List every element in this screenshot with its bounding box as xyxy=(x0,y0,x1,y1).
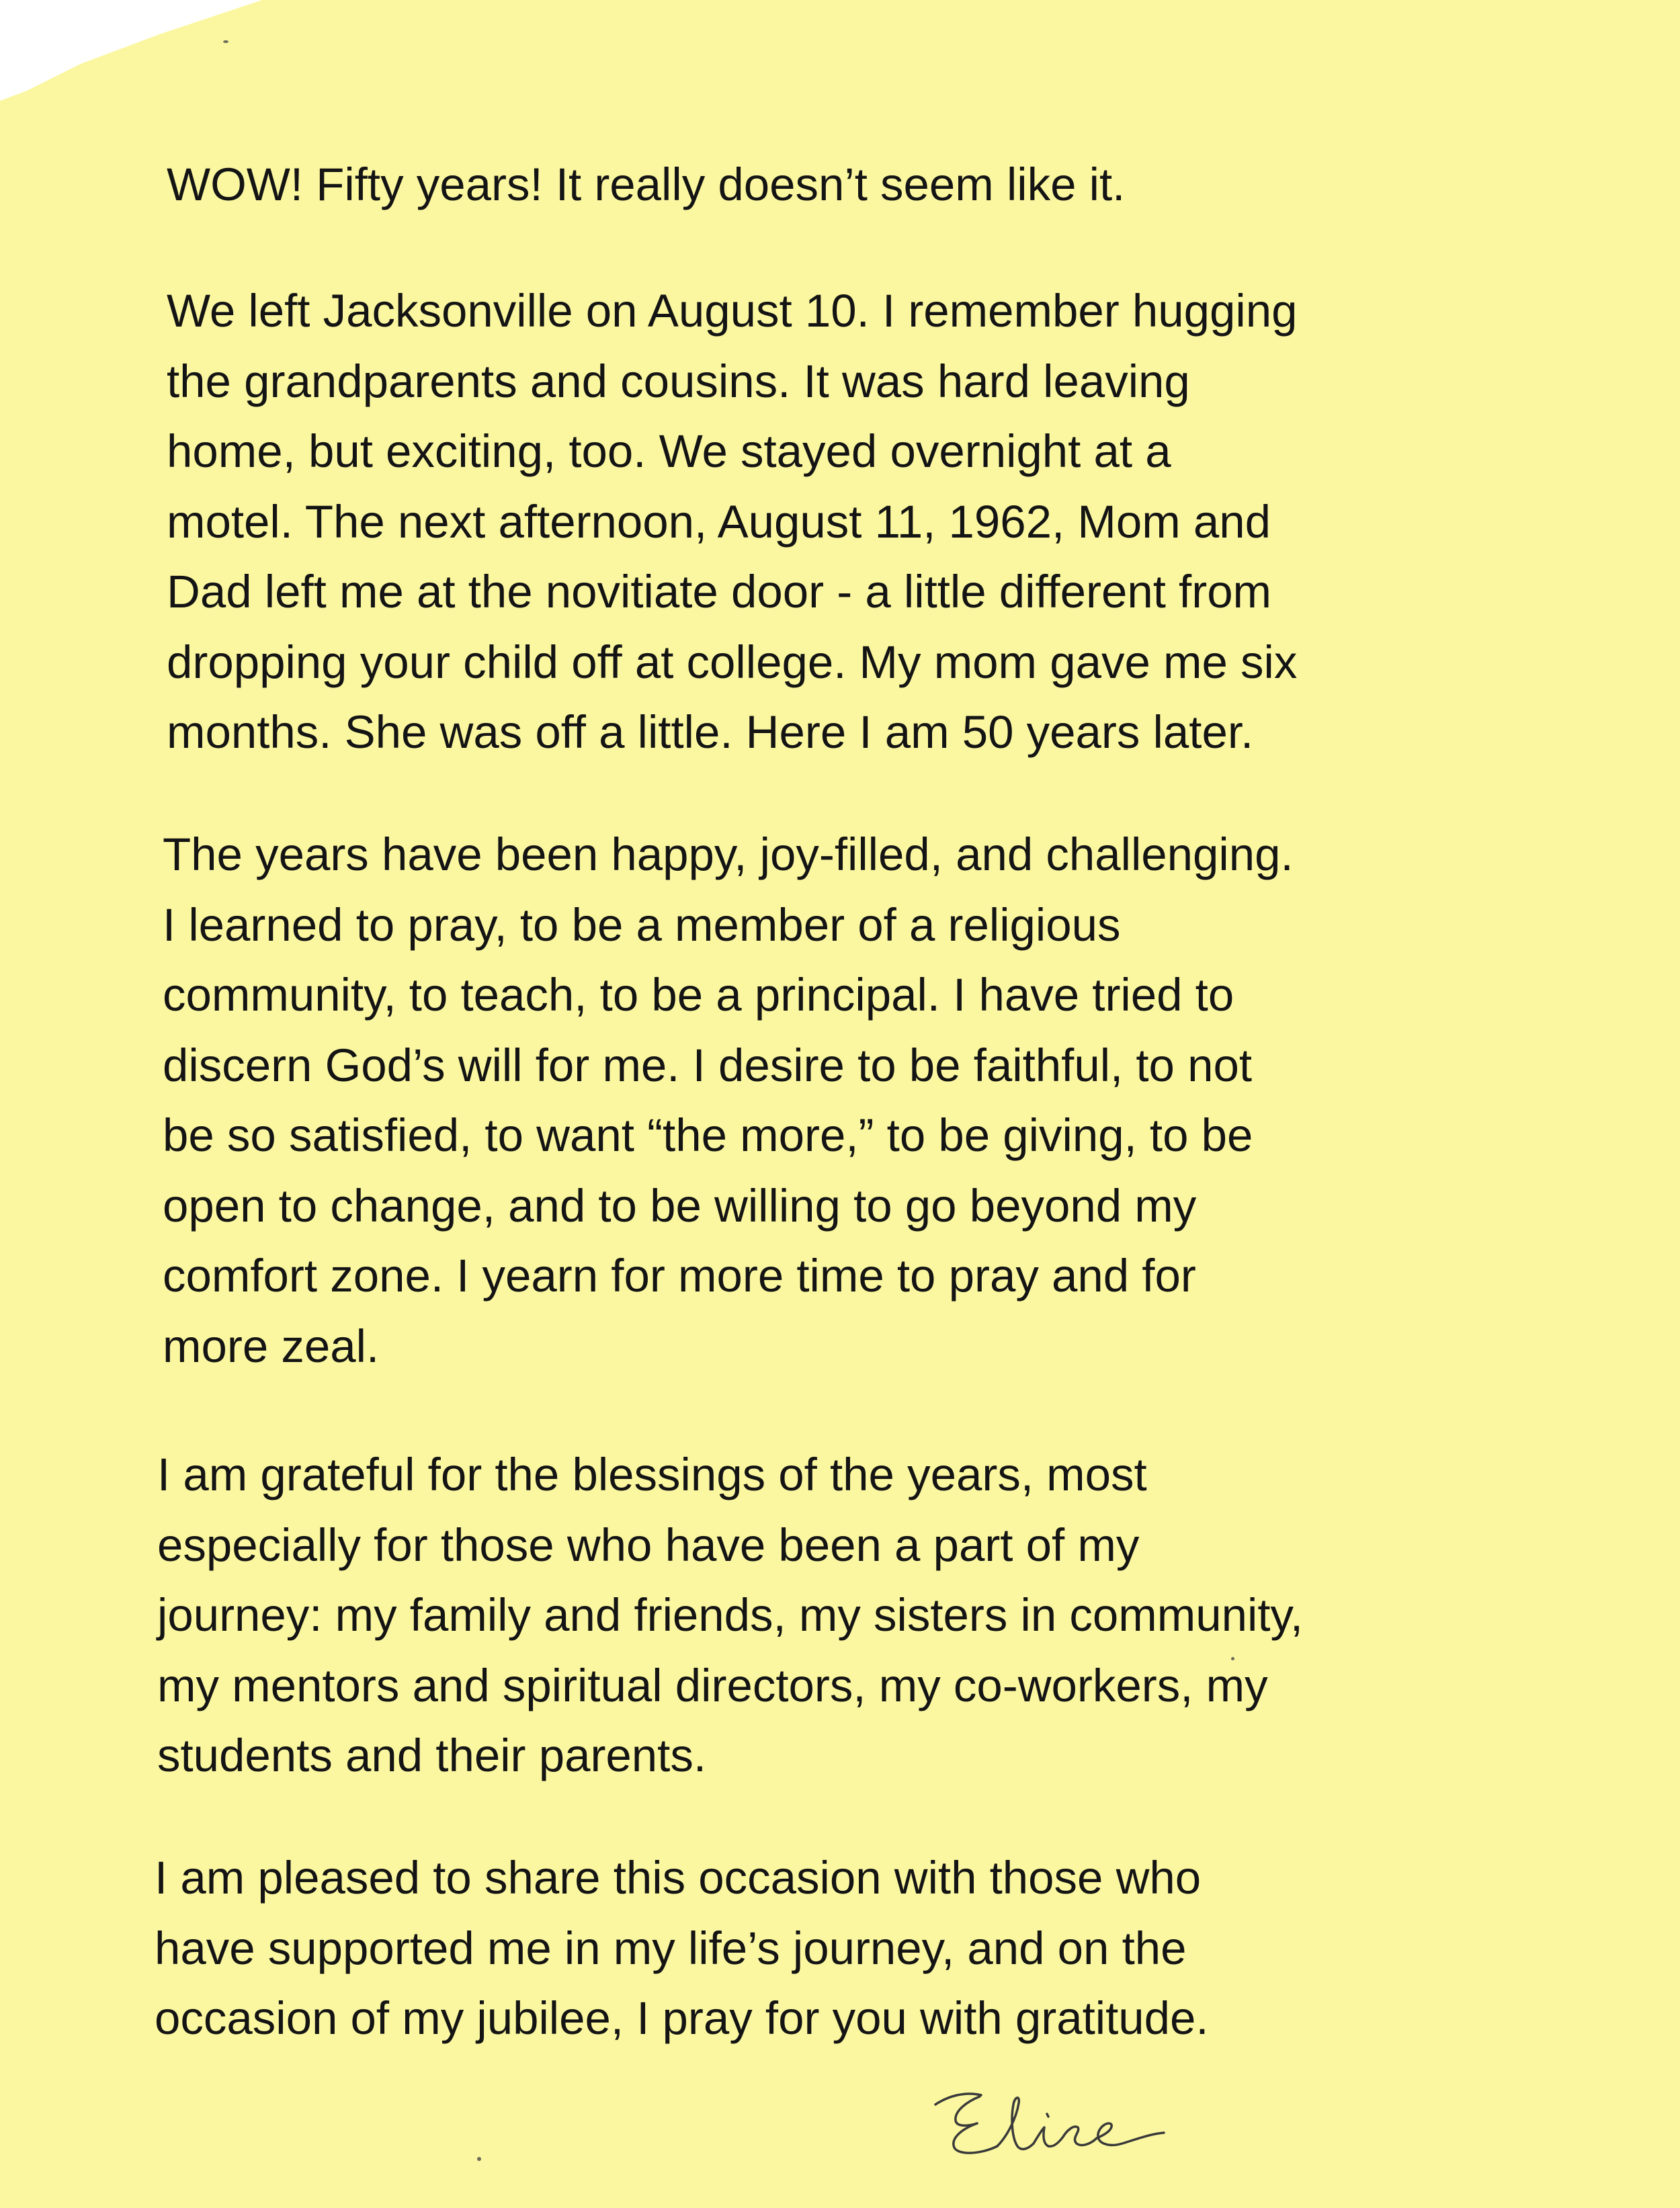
signature xyxy=(927,2076,1196,2164)
letter-line: I am grateful for the blessings of the years, most xyxy=(157,1449,1147,1500)
letter-line: occasion of my jubilee, I pray for you with gratitude. xyxy=(155,1992,1209,2044)
letter-line: I learned to pray, to be a member of a religious xyxy=(163,899,1121,951)
letter-line: We left Jacksonville on August 10. I remember hugging xyxy=(167,285,1298,337)
letter-line: open to change, and to be willing to go beyond my xyxy=(163,1180,1197,1232)
letter-line: I am pleased to share this occasion with those who xyxy=(155,1852,1202,1904)
letter-line: comfort zone. I yearn for more time to pray and for xyxy=(163,1250,1196,1302)
letter-line: have supported me in my life’s journey, and on the xyxy=(155,1922,1187,1974)
letter-line: WOW! Fifty years! It really doesn’t seem like it. xyxy=(167,159,1126,210)
letter-line: Dad left me at the novitiate door - a little different from xyxy=(167,566,1272,618)
letter-line: motel. The next afternoon, August 11, 1962, Mom and xyxy=(167,496,1271,548)
letter-line: the grandparents and cousins. It was hard leaving xyxy=(167,355,1190,407)
letter-line: students and their parents. xyxy=(157,1730,707,1781)
letter-line: my mentors and spiritual directors, my co-workers, my xyxy=(157,1660,1268,1711)
letter-line: months. She was off a little. Here I am 50 years later. xyxy=(167,706,1254,758)
letter-line: dropping your child off at college. My mom gave me six xyxy=(167,636,1298,688)
letter-line: The years have been happy, joy-filled, and challenging. xyxy=(163,829,1294,880)
letter-line: journey: my family and friends, my sisters in community, xyxy=(157,1589,1304,1641)
letter-line: discern God’s will for me. I desire to be faithful, to not xyxy=(163,1039,1252,1091)
letter-line: community, to teach, to be a principal. I have tried to xyxy=(163,969,1234,1021)
letter-line: especially for those who have been a part of my xyxy=(157,1519,1140,1571)
letter-line: be so satisfied, to want “the more,” to be giving, to be xyxy=(163,1109,1253,1161)
letter-line: home, but exciting, too. We stayed overnight at a xyxy=(167,425,1171,477)
letter-line: more zeal. xyxy=(163,1320,380,1372)
